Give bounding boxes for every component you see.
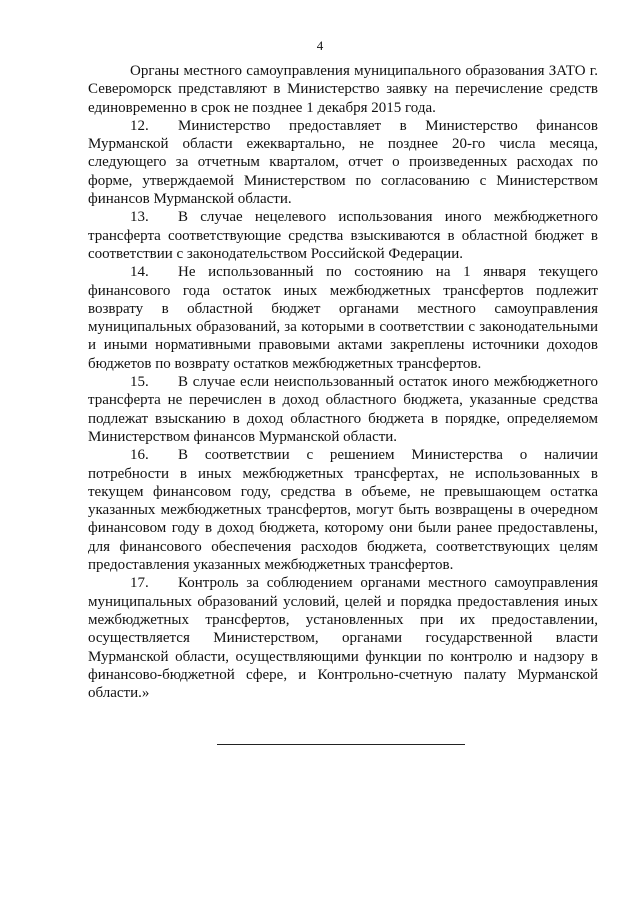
paragraph-number: 16. — [130, 447, 149, 464]
paragraph-text: В соответствии с решением Министерства о наличии потребности в иных межбюджетных трансфертах, не использованных в текущем финансовом году, средства в объеме, не превышающем остатка указанных межбюджетных трансфертов, могут быть возвращены в очередном финансовом году в доход бюджета, которому они были ранее предоставлены, для финансового обеспечения расходов бюджета, соответствующих целям предоставления указанных межбюджетных трансфертов. — [88, 447, 598, 574]
paragraph-number: 14. — [130, 264, 149, 281]
paragraph-16 — [88, 446, 598, 574]
paragraph-number: 15. — [130, 374, 149, 391]
paragraph-12 — [88, 117, 598, 208]
page-number: 4 — [316, 38, 324, 53]
paragraph-intro — [88, 62, 598, 117]
paragraph-text: Органы местного самоуправления муниципального образования ЗАТО г. Североморск представляют в Министерство заявку на перечисление средств единовременно в срок не позднее 1 декабря 2015 года. — [88, 63, 598, 116]
paragraph-text: В случае если неиспользованный остаток иного межбюджетного трансферта не перечислен в доход областного бюджета, указанные средства подлежат взысканию в доход областного бюджета в порядке, определяемом Министерством финансов Мурманской области. — [88, 374, 598, 445]
paragraph-14 — [88, 263, 598, 373]
paragraph-number: 13. — [130, 209, 149, 226]
paragraph-17 — [88, 574, 598, 702]
paragraph-text: Министерство предоставляет в Министерство финансов Мурманской области ежеквартально, не позднее 20-го числа месяца, следующего за отчетным кварталом, отчет о произведенных расходах по форме, утверждаемой Министерством по согласованию с Министерством финансов Мурманской области. — [88, 117, 598, 208]
end-divider-line — [217, 744, 465, 745]
paragraph-text: Контроль за соблюдением органами местного самоуправления муниципальных образований условий, целей и порядка предоставления иных межбюджетных трансфертов, установленных при их предоставлении, осуществляется Министерством, органами государственной власти Мурманской области, осуществляющими функции по контролю и надзору в финансово-бюджетной сфере, и Контрольно-счетную палату Мурманской области.» — [88, 575, 598, 702]
paragraph-number: 17. — [130, 575, 149, 592]
paragraph-number: 12. — [130, 117, 149, 134]
paragraph-13 — [88, 208, 598, 263]
document-body — [88, 62, 598, 702]
paragraph-text: В случае нецелевого использования иного межбюджетного трансферта соответствующие средства взыскиваются в областной бюджет в соответствии с законодательством Российской Федерации. — [88, 209, 598, 262]
paragraph-text: Не использованный по состоянию на 1 января текущего финансового года остаток иных межбюджетных трансфертов подлежит возврату в областной бюджет органами местного самоуправления муниципальных образований, за которыми в соответствии с законодательными и иными нормативными правовыми актами закреплены источники доходов бюджетов по возврату остатков межбюджетных трансфертов. — [88, 264, 598, 372]
paragraph-15 — [88, 373, 598, 446]
